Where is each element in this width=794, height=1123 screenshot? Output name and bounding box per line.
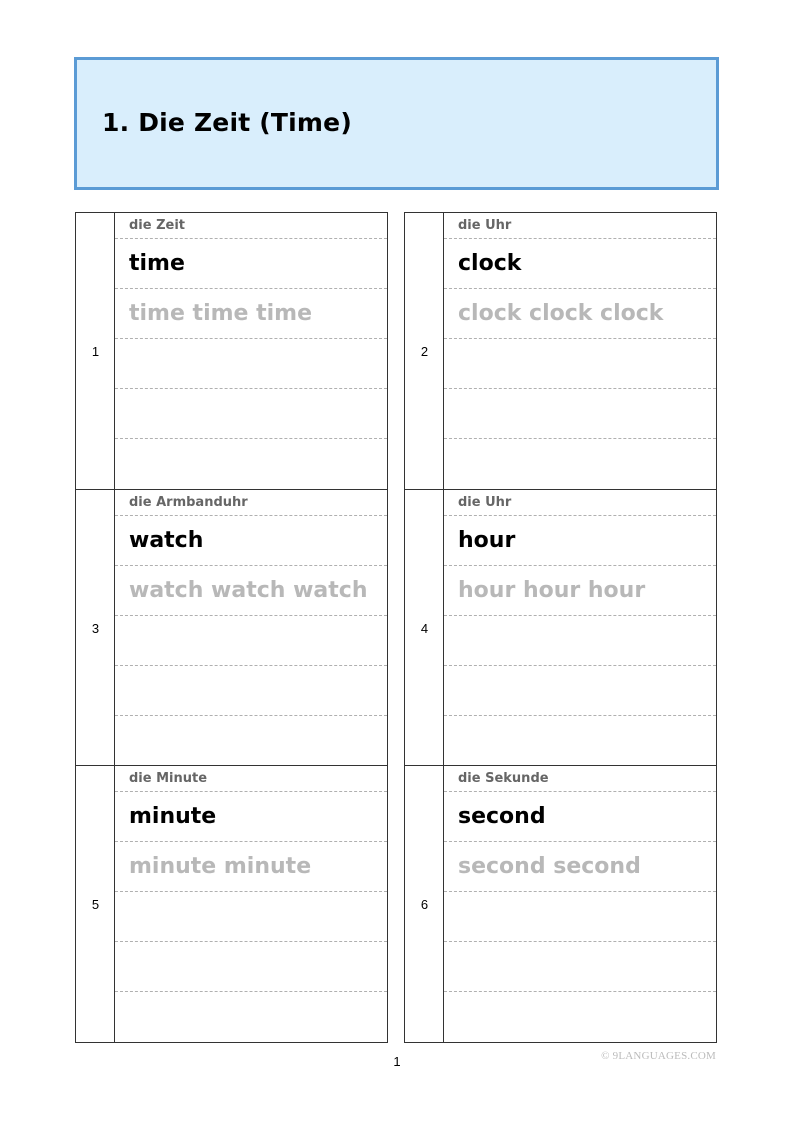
word-row	[115, 516, 387, 566]
word-row	[115, 792, 387, 842]
number-column	[76, 490, 115, 766]
practice-line	[115, 616, 387, 666]
practice-line	[444, 892, 716, 942]
german-row	[444, 213, 716, 239]
number-column	[405, 213, 444, 489]
trace-row	[444, 842, 716, 892]
card-number: 3	[91, 620, 100, 636]
number-column	[405, 766, 444, 1042]
writing-rows	[444, 213, 716, 489]
copyright-notice: © 9LANGUAGES.COM	[601, 1050, 716, 1062]
card-number: 6	[420, 896, 429, 912]
german-term: die Minute	[129, 771, 208, 786]
english-word: second	[458, 804, 546, 829]
german-term: die Zeit	[129, 218, 186, 233]
practice-line	[444, 992, 716, 1042]
vocab-card-1	[75, 212, 388, 489]
card-number: 4	[420, 620, 429, 636]
english-word: minute	[129, 804, 217, 829]
card-number: 5	[91, 896, 100, 912]
tracing-text: time time time	[129, 301, 313, 326]
practice-line	[444, 389, 716, 439]
trace-row	[115, 566, 387, 616]
writing-rows	[115, 213, 387, 489]
trace-row	[115, 289, 387, 339]
vocab-card-3	[75, 489, 388, 766]
german-term: die Sekunde	[458, 771, 549, 786]
practice-line	[115, 666, 387, 716]
trace-row	[115, 842, 387, 892]
english-word: watch	[129, 528, 204, 553]
practice-line	[444, 616, 716, 666]
german-term: die Uhr	[458, 495, 512, 510]
word-row	[444, 792, 716, 842]
english-word: hour	[458, 528, 516, 553]
number-column	[76, 766, 115, 1042]
practice-line	[444, 716, 716, 766]
word-row	[444, 239, 716, 289]
vocab-card-5	[75, 765, 388, 1043]
number-column	[76, 213, 115, 489]
practice-line	[115, 716, 387, 766]
page-number: 1	[393, 1054, 401, 1069]
practice-line	[115, 389, 387, 439]
practice-line	[115, 942, 387, 992]
practice-line	[444, 439, 716, 489]
english-word: time	[129, 251, 185, 276]
word-row	[444, 516, 716, 566]
writing-rows	[115, 490, 387, 766]
german-term: die Uhr	[458, 218, 512, 233]
practice-line	[444, 339, 716, 389]
practice-line	[115, 992, 387, 1042]
vocab-card-6	[404, 765, 717, 1043]
tracing-text: hour hour hour	[458, 578, 646, 603]
german-row	[115, 213, 387, 239]
trace-row	[444, 566, 716, 616]
title-banner	[74, 57, 719, 190]
card-number: 2	[420, 343, 429, 359]
word-row	[115, 239, 387, 289]
german-row	[115, 766, 387, 792]
english-word: clock	[458, 251, 522, 276]
tracing-text: minute minute	[129, 854, 312, 879]
german-row	[444, 490, 716, 516]
vocab-card-2	[404, 212, 717, 489]
trace-row	[444, 289, 716, 339]
tracing-text: second second	[458, 854, 641, 879]
writing-rows	[444, 766, 716, 1042]
practice-line	[115, 439, 387, 489]
tracing-text: clock clock clock	[458, 301, 664, 326]
practice-line	[444, 942, 716, 992]
page-title: 1. Die Zeit (Time)	[102, 108, 352, 137]
card-number: 1	[91, 343, 100, 359]
german-term: die Armbanduhr	[129, 495, 248, 510]
writing-rows	[444, 490, 716, 766]
german-row	[444, 766, 716, 792]
number-column	[405, 490, 444, 766]
vocab-card-4	[404, 489, 717, 766]
german-row	[115, 490, 387, 516]
practice-line	[444, 666, 716, 716]
practice-line	[115, 339, 387, 389]
practice-line	[115, 892, 387, 942]
writing-rows	[115, 766, 387, 1042]
tracing-text: watch watch watch	[129, 578, 368, 603]
